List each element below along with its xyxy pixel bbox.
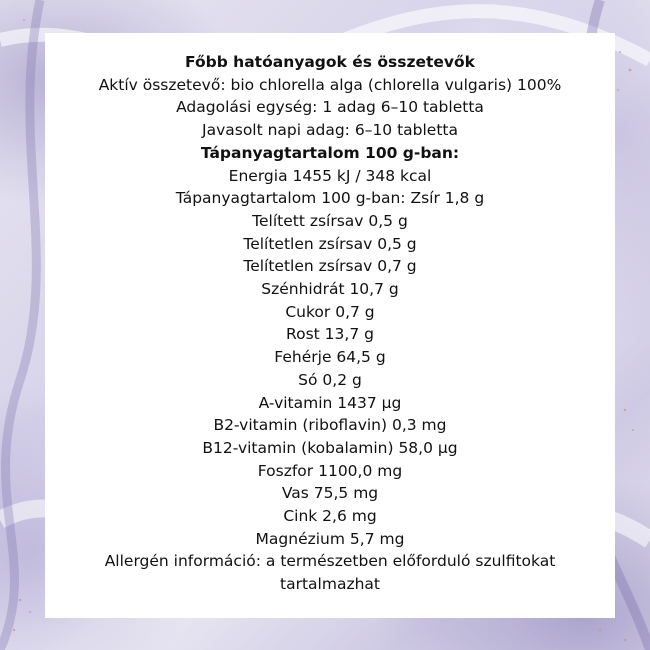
nutrient-line: Telített zsírsav 0,5 g [252,211,408,230]
nutrient-line: Vas 75,5 mg [281,484,379,503]
nutrient-line: B2-vitamin (riboflavin) 0,3 mg [213,416,447,435]
nutrient-line: Cukor 0,7 g [285,302,375,321]
nutrient-line: Telítetlen zsírsav 0,7 g [243,257,417,276]
heading: Főbb hatóanyagok és összetevők [184,53,475,71]
ingredients-card [45,33,615,618]
daily-dose-line: Javasolt napi adag: 6–10 tabletta [202,121,458,140]
nutrient-line: Szénhidrát 10,7 g [261,280,399,299]
dosage-unit-line: Adagolási egység: 1 adag 6–10 tabletta [176,98,484,117]
nutrient-line: Tápanyagtartalom 100 g-ban: Zsír 1,8 g [175,189,485,208]
nutrient-line: Magnézium 5,7 mg [255,529,405,548]
nutrient-line: Só 0,2 g [298,370,362,389]
active-ingredient-line: Aktív összetevő: bio chlorella alga (chlorella vulgaris) 100% [98,75,562,94]
allergen-info: Allergén információ: a természetben előforduló szulfitokat tartalmazhat [104,552,556,594]
nutrient-line: B12-vitamin (kobalamin) 58,0 µg [202,438,458,457]
nutrient-line: Cink 2,6 mg [283,507,377,526]
nutrient-line: Telítetlen zsírsav 0,5 g [243,234,417,253]
nutrient-line: Foszfor 1100,0 mg [257,461,403,480]
nutrient-line: Energia 1455 kJ / 348 kcal [228,166,432,185]
nutrient-line: A-vitamin 1437 µg [258,393,402,412]
nutrient-line: Rost 13,7 g [286,325,374,344]
nutrient-line: Fehérje 64,5 g [274,348,386,367]
nutrition-subheading: Tápanyagtartalom 100 g-ban: [200,143,460,162]
